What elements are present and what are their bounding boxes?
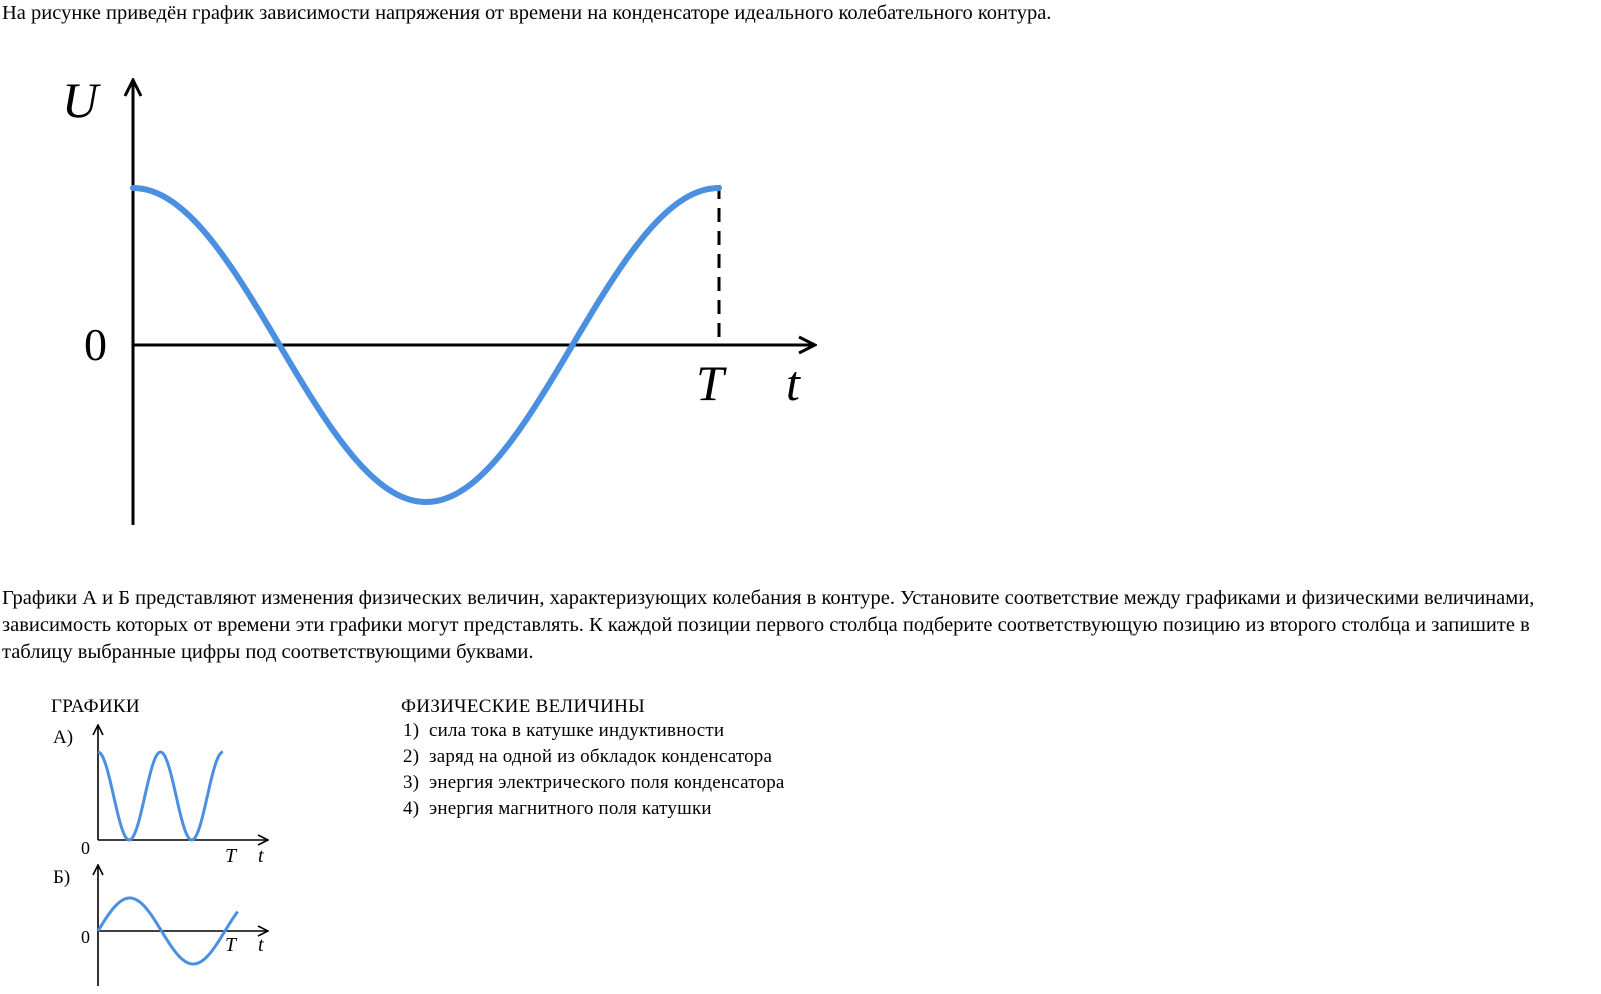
voltage-plot [0,55,830,535]
quantity-number: 2) [403,746,420,767]
graph-a-curve [98,752,223,840]
quantity-item [403,718,785,744]
graph-b-origin: 0 [81,927,90,947]
quantity-text: сила тока в катушке индуктивности [429,720,725,741]
intro-paragraph: На рисунке приведён график зависимости напряжения от времени на конденсаторе идеального колебательного контура. [2,2,1052,24]
quantity-number: 4) [403,798,420,819]
quantity-text: энергия магнитного поля катушки [429,798,712,819]
quantity-text: энергия электрического поля конденсатора [429,772,785,793]
graph-a-origin: 0 [81,838,90,858]
quantity-number: 1) [403,720,420,741]
graph-b-label: Б) [53,867,71,888]
period-label: T [696,355,724,411]
graph-a-period: T [225,845,237,865]
quantity-item [403,796,785,822]
quantity-text: заряд на одной из обкладок конденсатора [429,746,773,767]
quantity-item [403,744,785,770]
x-axis-label: t [786,355,800,411]
quantities-list [403,718,785,822]
graphs-header: ГРАФИКИ [51,696,140,717]
origin-label: 0 [84,319,107,370]
graph-a [45,720,285,865]
quantities-header: ФИЗИЧЕСКИЕ ВЕЛИЧИНЫ [401,696,646,717]
graph-b-period: T [225,934,237,956]
task-paragraph: Графики А и Б представляют изменения физических величин, характеризующих колебания в контуре. Установите соответствие между графиками и физическими величинами, зависимость которых от времени эти графики могут представлять. К каждой позиции первого столбца подберите соответствующую позицию из второго столбца и запишите в таблицу выбранные цифры под соответствующими буквами. [2,587,1535,663]
graph-a-label: А) [53,727,74,748]
quantity-item [403,770,785,796]
quantity-number: 3) [403,772,420,793]
graph-a-x-label: t [258,845,264,865]
graph-b [45,860,285,990]
y-axis-label: U [62,72,99,128]
graph-b-x-label: t [258,934,264,956]
